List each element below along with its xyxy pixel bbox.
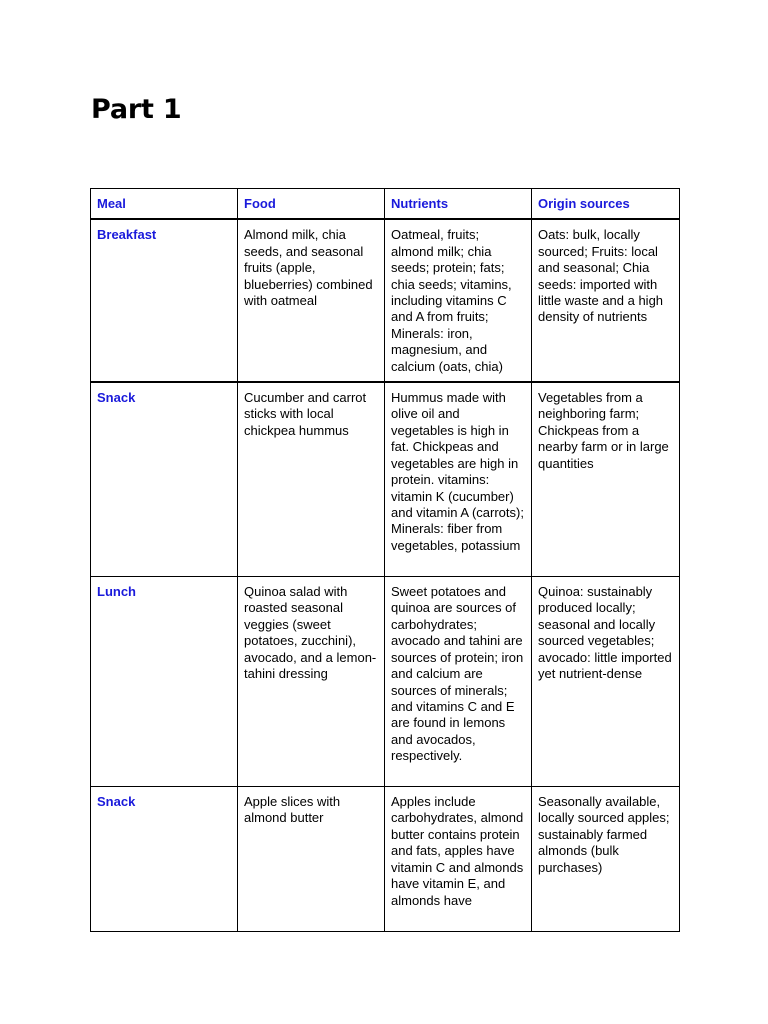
nutrients-cell: Hummus made with olive oil and vegetables is high in fat. Chickpeas and vegetables are high in protein. vitamins: vitamin K (cucumber) and vitamin A (carrots); Minerals: fiber from vegetables, potassium [385, 382, 532, 577]
column-header-meal: Meal [91, 189, 238, 220]
origin-cell: Vegetables from a neighboring farm; Chickpeas from a nearby farm or in large quantities [532, 382, 680, 577]
meal-cell: Snack [91, 382, 238, 577]
column-header-origin-sources: Origin sources [532, 189, 680, 220]
meal-cell: Lunch [91, 577, 238, 787]
meal-cell: Breakfast [91, 219, 238, 382]
nutrients-cell: Sweet potatoes and quinoa are sources of carbohydrates; avocado and tahini are sources of protein; iron and calcium are sources of minerals; and vitamins C and E are found in lemons and avocados, respectively. [385, 577, 532, 787]
food-cell: Cucumber and carrot sticks with local chickpea hummus [238, 382, 385, 577]
page-title: Part 1 [91, 94, 182, 125]
origin-cell: Seasonally available, locally sourced apples; sustainably farmed almonds (bulk purchases) [532, 787, 680, 932]
column-header-nutrients: Nutrients [385, 189, 532, 220]
food-cell: Almond milk, chia seeds, and seasonal fruits (apple, blueberries) combined with oatmeal [238, 219, 385, 382]
column-header-food: Food [238, 189, 385, 220]
food-cell: Apple slices with almond butter [238, 787, 385, 932]
meal-cell: Snack [91, 787, 238, 932]
nutrients-cell: Oatmeal, fruits; almond milk; chia seeds; protein; fats; chia seeds; vitamins, including vitamins C and A from fruits; Minerals: iron, magnesium, and calcium (oats, chia) [385, 219, 532, 382]
nutrients-cell: Apples include carbohydrates, almond butter contains protein and fats, apples have vitamin C and almonds have vitamin E, and almonds have [385, 787, 532, 932]
table-row [91, 219, 680, 382]
table-row [91, 787, 680, 932]
origin-cell: Quinoa: sustainably produced locally; seasonal and locally sourced vegetables; avocado: little imported yet nutrient-dense [532, 577, 680, 787]
table-row [91, 382, 680, 577]
food-cell: Quinoa salad with roasted seasonal veggies (sweet potatoes, zucchini), avocado, and a lemon-tahini dressing [238, 577, 385, 787]
table-header-row [91, 189, 680, 220]
origin-cell: Oats: bulk, locally sourced; Fruits: local and seasonal; Chia seeds: imported with little waste and a high density of nutrients [532, 219, 680, 382]
meal-plan-table [90, 188, 680, 932]
table-row [91, 577, 680, 787]
